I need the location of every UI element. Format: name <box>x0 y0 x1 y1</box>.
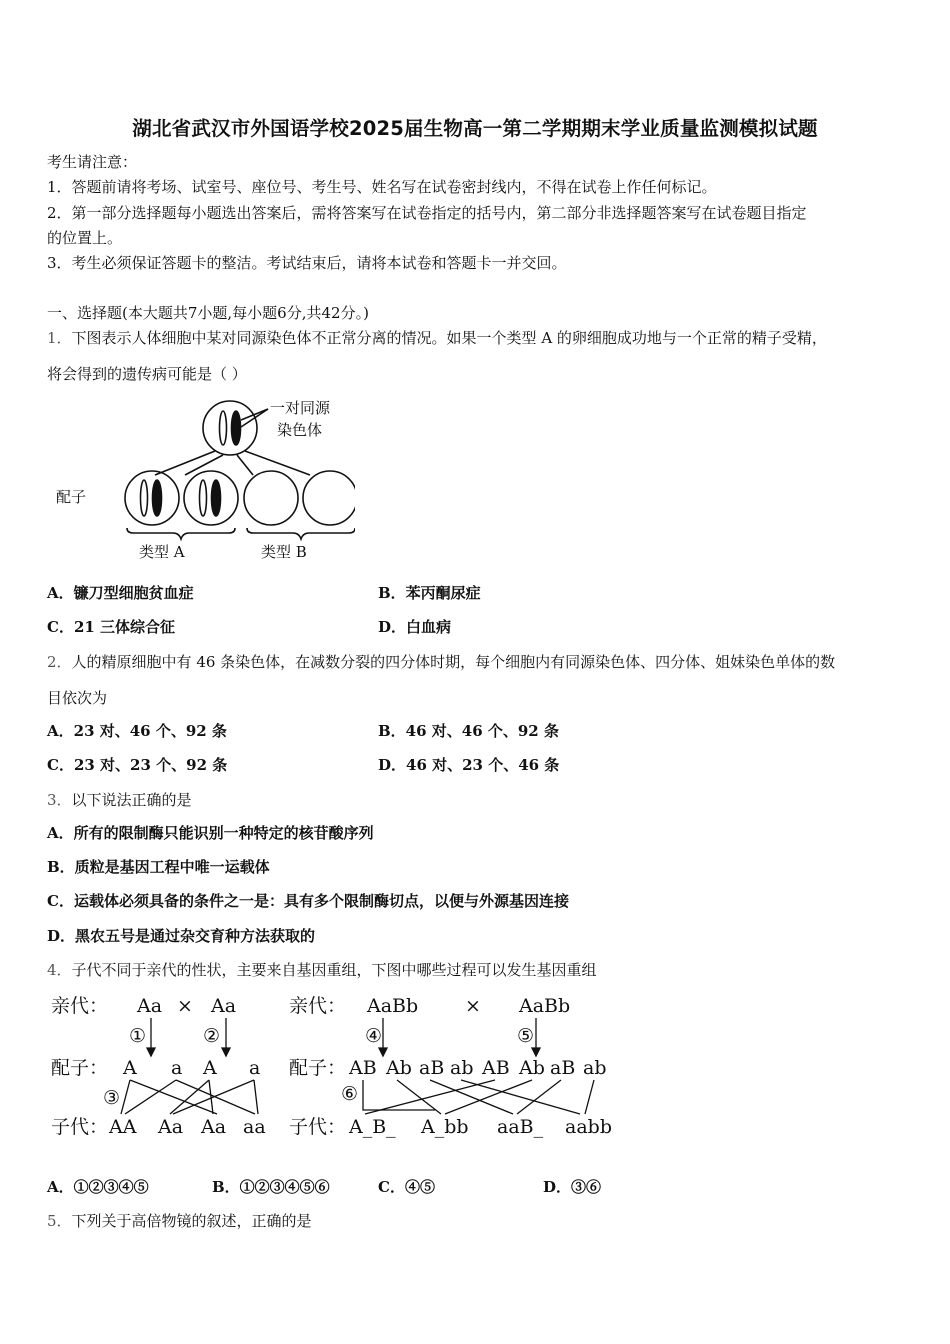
notice-item: 2．第一部分选择题每小题选出答案后，需将答案写在试卷指定的括号内，第二部分非选择题答案写在试卷题目指定 <box>47 204 807 222</box>
label-parent: 亲代： <box>289 995 347 1017</box>
option-d[interactable]: D．黑农五号是通过杂交育种方法获取的 <box>47 927 316 945</box>
label-homologous-pair: 一对同源 <box>270 399 331 417</box>
question-number: 3． <box>47 791 72 809</box>
option-c[interactable]: C．运载体必须具备的条件之一是：具有多个限制酶切点，以便与外源基因连接 <box>47 892 569 910</box>
question-3-stem <box>47 790 192 810</box>
question-2-stem <box>47 652 835 672</box>
option-c[interactable]: C．23 对、23 个、92 条 <box>47 756 228 774</box>
offspring: A_B_ <box>349 1116 396 1138</box>
label-type-a: 类型 A <box>139 543 185 561</box>
page-title: 湖北省武汉市外国语学校2025届生物高一第二学期期末学业质量监测模拟试题 <box>132 117 818 140</box>
label-type-b: 类型 B <box>261 543 307 561</box>
notice-heading: 考生请注意： <box>47 153 138 171</box>
label-offspring: 子代： <box>289 1116 347 1138</box>
offspring: aabb <box>565 1116 612 1138</box>
question-text: 下图表示人体细胞中某对同源染色体不正常分离的情况。如果一个类型 A 的卵细胞成功地与一个正常的精子受精， <box>71 329 827 347</box>
label-gamete: 配子： <box>51 1057 109 1079</box>
gene-recombination-figure <box>45 990 625 1140</box>
option-a[interactable]: A．①②③④⑤ <box>47 1178 149 1196</box>
notice-item: 3．考生必须保证答题卡的整洁。考试结束后，请将本试卷和答题卡一并交回。 <box>47 254 567 272</box>
option-a[interactable]: A．23 对、46 个、92 条 <box>47 722 227 740</box>
option-b[interactable]: B．①②③④⑤⑥ <box>212 1178 330 1196</box>
notice-item: 1．答题前请将考场、试室号、座位号、考生号、姓名写在试卷密封线内，不得在试卷上作任何标记。 <box>47 178 717 196</box>
gamete: a <box>171 1057 183 1079</box>
offspring: AA <box>109 1116 137 1138</box>
question-1-stem-cont: 将会得到的遗传病可能是（ ） <box>47 365 247 383</box>
offspring: Aa <box>201 1116 227 1138</box>
option-d[interactable]: D．46 对、23 个、46 条 <box>378 756 560 774</box>
step-6: ⑥ <box>341 1083 359 1105</box>
cross-sign: × <box>465 995 481 1017</box>
step-5: ⑤ <box>517 1025 535 1047</box>
question-text: 下列关于高倍物镜的叙述，正确的是 <box>71 1212 312 1230</box>
label-gamete: 配子： <box>289 1057 347 1079</box>
section-heading: 一、选择题(本大题共7小题,每小题6分,共42分。) <box>47 304 369 322</box>
question-text: 以下说法正确的是 <box>71 791 192 809</box>
notice-item: 的位置上。 <box>47 229 123 247</box>
gamete: Ab <box>519 1057 545 1079</box>
parent-genotype: Aa <box>137 995 163 1017</box>
question-text: 人的精原细胞中有 46 条染色体，在减数分裂的四分体时期，每个细胞内有同源染色体、四分体、姐妹染色单体的数 <box>71 653 836 671</box>
label-parent: 亲代： <box>51 995 109 1017</box>
gamete: aB <box>419 1057 445 1079</box>
gamete: A <box>203 1057 217 1079</box>
step-4: ④ <box>365 1025 383 1047</box>
step-2: ② <box>203 1025 221 1047</box>
option-b[interactable]: B．46 对、46 个、92 条 <box>378 722 559 740</box>
question-number: 1． <box>47 329 72 347</box>
gamete: ab <box>583 1057 607 1079</box>
option-b[interactable]: B．苯丙酮尿症 <box>378 584 481 602</box>
offspring: A_bb <box>421 1116 469 1138</box>
question-number: 4． <box>47 961 72 979</box>
option-b[interactable]: B．质粒是基因工程中唯一运载体 <box>47 858 270 876</box>
gamete: Ab <box>386 1057 412 1079</box>
parent-genotype: AaBb <box>519 995 571 1017</box>
option-d[interactable]: D．白血病 <box>378 618 452 636</box>
gamete: aB <box>550 1057 576 1079</box>
question-5-stem <box>47 1211 312 1231</box>
chromosome-separation-figure <box>55 393 355 568</box>
question-1-stem <box>47 328 827 348</box>
question-number: 5． <box>47 1212 72 1230</box>
option-a[interactable]: A．所有的限制酶只能识别一种特定的核苷酸序列 <box>47 824 374 842</box>
parent-genotype: Aa <box>211 995 237 1017</box>
offspring: Aa <box>158 1116 184 1138</box>
label-gamete: 配子 <box>56 488 87 506</box>
question-text: 子代不同于亲代的性状，主要来自基因重组，下图中哪些过程可以发生基因重组 <box>71 961 597 979</box>
option-a[interactable]: A．镰刀型细胞贫血症 <box>47 584 194 602</box>
gamete: ab <box>450 1057 474 1079</box>
gamete: AB <box>482 1057 510 1079</box>
question-2-stem-cont: 目依次为 <box>47 689 108 707</box>
gamete: AB <box>349 1057 377 1079</box>
option-d[interactable]: D．③⑥ <box>543 1178 602 1196</box>
option-c[interactable]: C．21 三体综合征 <box>47 618 176 636</box>
offspring: aaB_ <box>497 1116 544 1138</box>
step-1: ① <box>129 1025 147 1047</box>
cross-sign: × <box>177 995 193 1017</box>
parent-genotype: AaBb <box>367 995 419 1017</box>
question-number: 2． <box>47 653 72 671</box>
step-3: ③ <box>103 1087 121 1109</box>
gamete: A <box>123 1057 137 1079</box>
question-4-stem <box>47 960 597 980</box>
label-chromosome: 染色体 <box>277 421 323 439</box>
label-offspring: 子代： <box>51 1116 109 1138</box>
gamete: a <box>249 1057 261 1079</box>
offspring: aa <box>243 1116 266 1138</box>
option-c[interactable]: C．④⑤ <box>378 1178 435 1196</box>
